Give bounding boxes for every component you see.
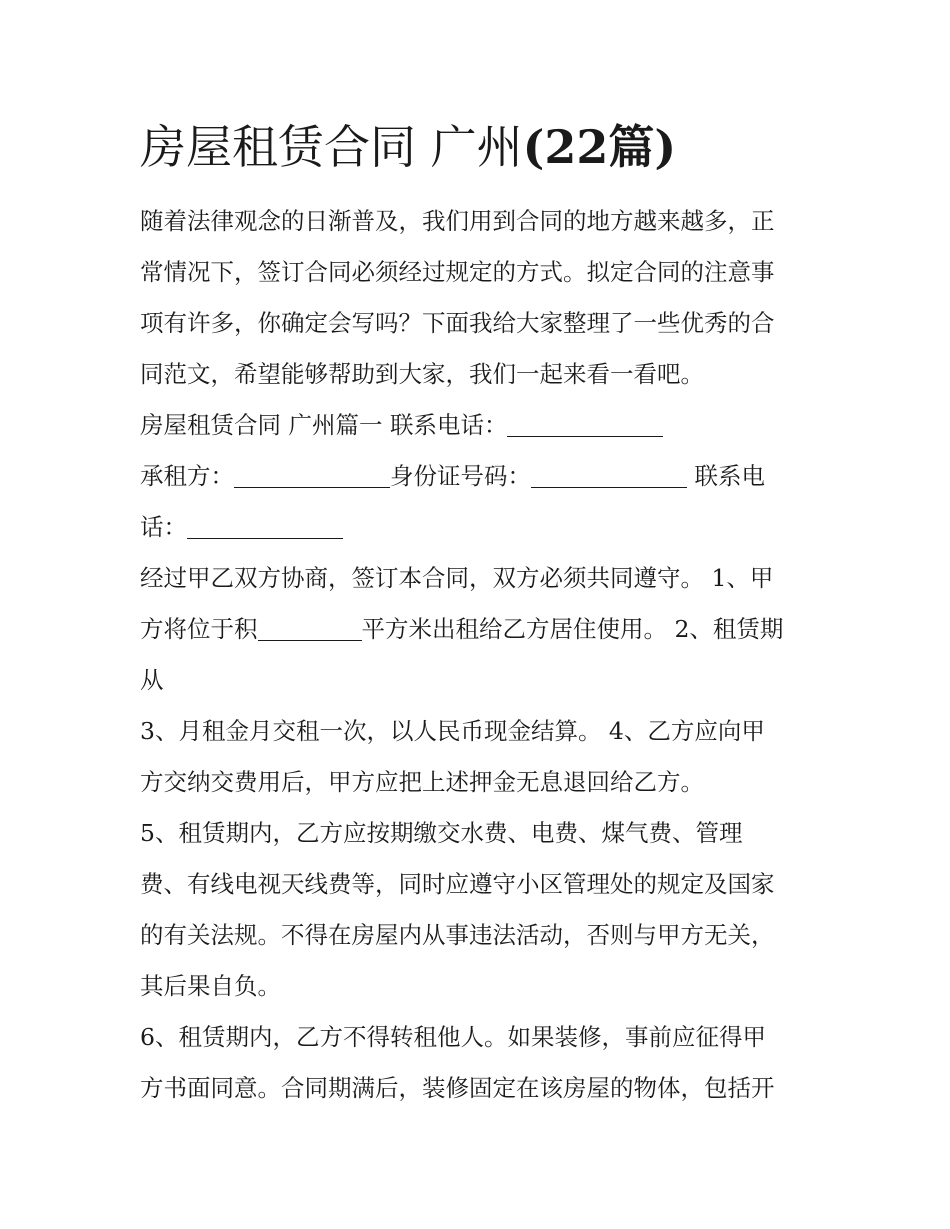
text-line: 3、月租金月交租一次，以人民币现金结算。 4、乙方应向甲 [140,717,765,745]
tenant-phone-label-cont: 话： [140,513,187,541]
tenant-name-blank [234,461,390,488]
id-number-label: 身份证号码： [390,462,531,490]
clause-5-paragraph [140,808,812,1012]
text-line: 费、有线电视天线费等，同时应遵守小区管理处的规定及国家 [140,870,775,898]
title-count: (22篇) [522,120,677,174]
document-page [140,112,812,1114]
text-line: 的有关法规。不得在房屋内从事违法活动，否则与甲方无关， [140,921,775,949]
area-text: 平方米出租给乙方居住使用。 2、租赁期 [361,615,784,643]
tenant-phone-label: 联系电 [687,462,765,490]
id-number-blank [531,461,687,488]
landlord-phone-line [140,400,812,451]
tenant-phone-line [140,502,812,553]
tenant-phone-blank [187,512,343,539]
tenant-line [140,451,812,502]
text-line: 常情况下，签订合同必须经过规定的方式。拟定合同的注意事 [140,258,775,286]
area-label: 方将位于积 [140,615,258,643]
party-info-paragraph [140,400,812,553]
text-line: 方交纳交费用后，甲方应把上述押金无息退回给乙方。 [140,768,704,796]
clause-6-paragraph [140,1012,812,1114]
title-text: 房屋租赁合同 广州 [140,120,523,174]
text-line: 6、租赁期内，乙方不得转租他人。如果装修，事前应征得甲 [140,1023,766,1051]
document-title [140,112,812,182]
area-line [140,604,812,655]
clause-1-2-paragraph [140,553,812,706]
text-line: 经过甲乙双方协商，签订本合同，双方必须共同遵守。 1、甲 [140,564,774,592]
area-blank [258,614,362,641]
landlord-phone-blank [507,410,663,437]
text-line: 同范文，希望能够帮助到大家，我们一起来看一看吧。 [140,360,704,388]
text-line: 项有许多，你确定会写吗？下面我给大家整理了一些优秀的合 [140,309,775,337]
document-body [140,196,812,1114]
text-line: 其后果自负。 [140,972,281,1000]
landlord-phone-label: 房屋租赁合同 广州篇一 联系电话： [140,411,508,439]
text-line: 5、租赁期内，乙方应按期缴交水费、电费、煤气费、管理 [140,819,743,847]
intro-paragraph [140,196,812,400]
text-line: 方书面同意。合同期满后，装修固定在该房屋的物体，包括开 [140,1074,775,1102]
tenant-label: 承租方： [140,462,234,490]
text-line: 随着法律观念的日渐普及，我们用到合同的地方越来越多，正 [140,207,775,235]
clause-3-4-paragraph [140,706,812,808]
text-line: 从 [140,666,164,694]
